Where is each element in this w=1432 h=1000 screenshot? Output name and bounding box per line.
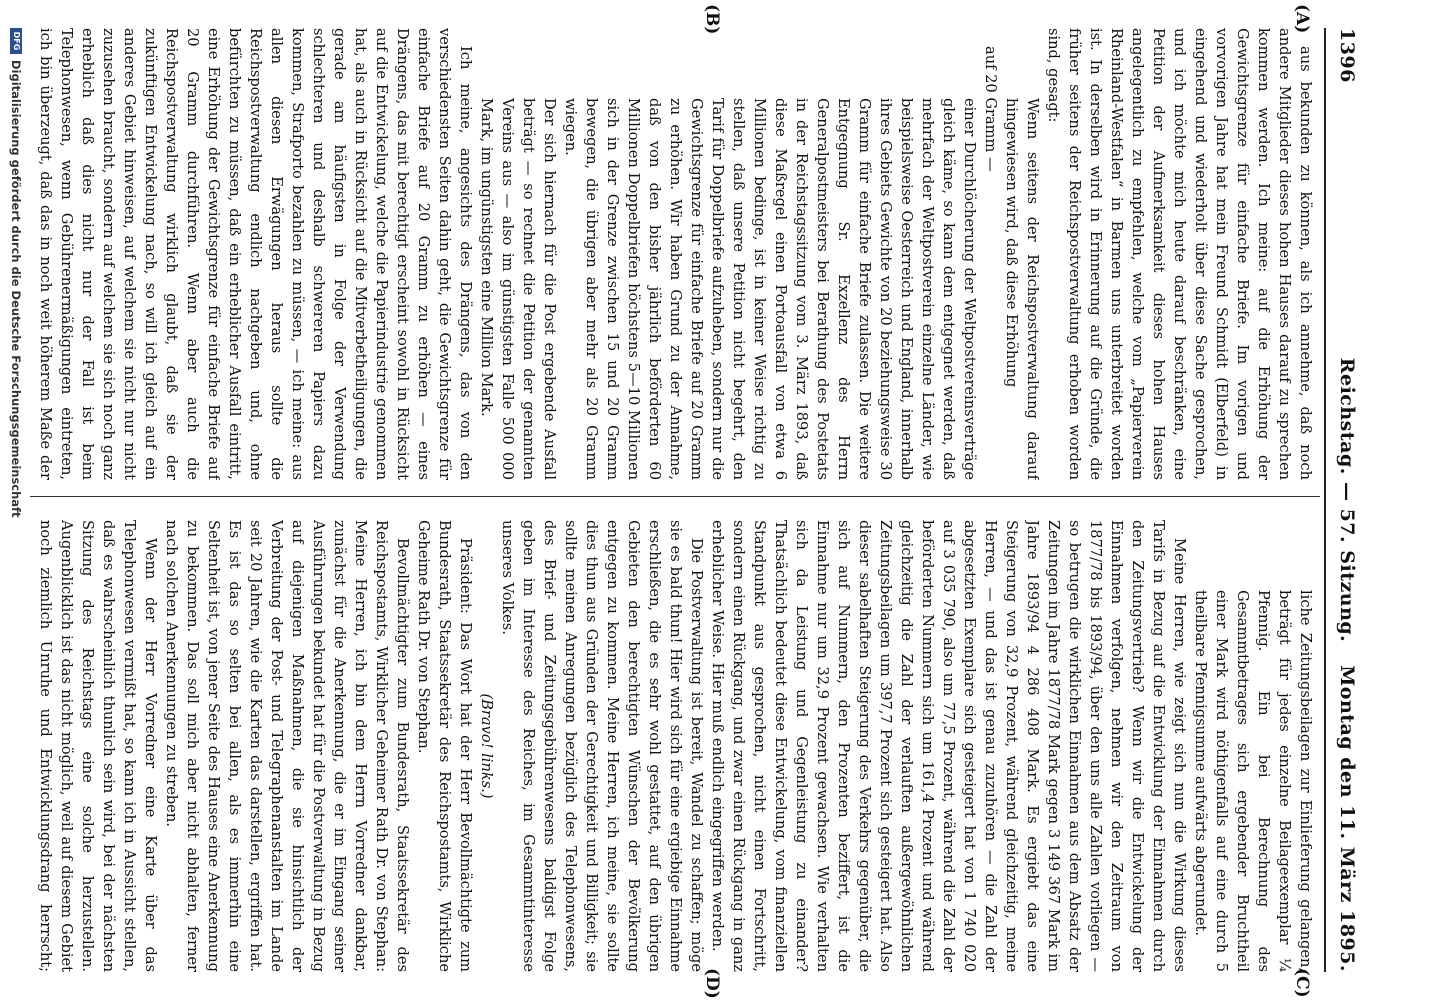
session-title: Reichstag. — 57. Sitzung.	[1336, 357, 1358, 643]
interjection: (Bravo! links.)	[478, 693, 495, 799]
left-column	[36, 28, 1316, 480]
paragraph: auf 20 Gramm —	[982, 46, 999, 172]
digitization-footer	[10, 28, 22, 928]
right-column	[36, 520, 1316, 972]
paragraph: Meine Herren, wie zeigt sich nun die Wirkung dieses Tarifs in Bezug auf die Entwicklung der Einnahmen durch den Zeitungsvertrieb? Wenn wir die Entwickelung der Einnahmen verfolgen, nehmen wir den Zeitraum von 1877/78 bis 1893/94, über den uns alle Zahlen vorliegen — so betrugen die wirklichen Einnahmen aus dem Absatz der Zeitungen im Jahre 1877/78 Mark gegen 3 149 367 Mark im Jahre 1893/94 4 286 408 Mark. Es ergiebt das eine Steigerung von 32,9 Prozent, während gleichzeitig, meine Herren, — und das ist genau zuzuhören — die Zahl der abgesetzten Exemplare sich gesteigert hat von 1 740 020 auf 3 035 790, also um 77,5 Prozent, während die Zahl der beförderten Nummern sich um 161,4 Prozent und während gleichzeitig die Zahl der verlauften außergewöhnlichen Zeitungsbeilagen um 397,7 Prozent sich gesteigert hat. Also dieser sabelhaften Steigerung des Verkehrs gegenüber, die sich auf Nummern, den Prozenten beziffert, ist die Einnahme nur um 32,9 Prozent gewachsen. Wie verhalten sich da Leistung und Gegenleistung zu einander? Thatsächlich bedeutet diese Entwickelung, vom finanziellen Standpunkt aus gesprochen, nicht einen Fortschritt, sondern einen Rückgang, und zwar einen Rückgang in ganz erheblicher Weise. Hier muß endlich eingegriffen werden.	[709, 520, 1188, 972]
quote-paragraph: Wenn seitens der Reichspostverwaltung darauf hingewiesen wird, daß diese Erhöhung	[1003, 98, 1041, 480]
paragraph: aus bekunden zu können, als ich annehme, daß noch andere Mitglieder dieses hohen Hauses darauf zu sprechen kommen werden. Ich meine: auf die Erhöhung der Gewichtsgrenze für einfache Briefe. Im vorigen und vorvorigen Jahre hat mein Freund Schmidt (Elberfeld) in eingehend und wiederholt über diese Sache gesprochen, und ich möchte mich heute darauf beschränken, eine Petition der Aufmerksamkeit dieses hohen Hauses angelegentlich zu empfehlen, welche vom „Papierverein Rheinland-Westfalen“ in Barmen uns unterbreitet worden ist. In derselben wird in Erinnerung auf die Gründe, die früher seitens der Reichspostverwaltung erhoben worden sind, gesagt:	[1045, 28, 1314, 480]
speaker-paragraph: Präsident: Das Wort hat der Herr Bevollmächtigte zum Bundesrath, Staatssekretär des Reichspostamts, Wirkliche Geheime Rath Dr. von Stephan.	[415, 520, 474, 972]
paragraph: Ich meine, angesichts des Drängens, das von den verschiedensten Seiten dahin geht, die Gewichtsgrenze für einfache Briefe auf 20 Gramm zu erhöhen — eines Drängens, das mit berechtigt erscheint sowohl in Rücksicht auf die Entwickelung, welche die Papierindustrie genommen hat, als auch in Rücksicht auf die Mitverbetheiligungen, die gerade am häufigsten in Folge der Verwendung schlechteren und deshalb schwereren Papiers dazu kommen, Strafporto bezahlen zu müssen, — ich meine: aus allen diesen Erwägungen heraus sollte die Reichspostverwaltung endlich nachgeben und, ohne befürchten zu müssen, daß ein erheblicher Ausfall eintritt, eine Erhöhung der Gewichtsgrenze für einfache Briefe auf 20 Gramm durchführen. Wenn aber auch die Reichspostverwaltung wirklich glaubt, daß sie der zukünftigen Entwickelung nach, so will ich gleich auf ein anderes Gebiet hinweisen, auf welchem sie nicht nur nicht zuzusehen braucht, sondern auf welchem sie sich noch ganz erheblich daß dies nicht nur der Fall ist beim Telephonwesen, wenn Gebührenermäßigungen eintreten, ich bin überzeugt, daß das in noch weit höherem Maße der	[37, 28, 474, 480]
margin-letter-c: (C)	[1292, 968, 1312, 998]
session-date: Montag den 11. März 1895.	[1336, 665, 1358, 972]
quote-paragraph: Der sich hiernach für die Post ergebende Ausfall beträgt — so rechnet die Petition der genannten Vereins aus — also im günstigsten Falle 500 000 Mark, im ungünstigsten eine Million Mark.	[478, 98, 558, 480]
margin-letter-b: (B)	[702, 4, 722, 35]
page-header	[1330, 28, 1358, 972]
page-number: 1396	[1336, 28, 1358, 83]
margin-letter-d: (D)	[702, 968, 722, 999]
header-rule	[1324, 28, 1326, 972]
margin-letter-a: (A)	[1292, 4, 1312, 34]
dfg-logo-icon: DFG	[10, 28, 22, 54]
document-page	[10, 0, 1390, 1000]
column-divider	[30, 496, 1320, 497]
paragraph: Die Postverwaltung ist bereit, Wandel zu schaffen; möge sie es bald thun! Hier wird sich für eine ergiebige Einnahme erschließen, die es sehr wohl gestattet, auf den übrigen Gebieten den berechtigten Wünschen der Bevölkerung entgegen zu kommen. Meine Herren, ich meine, sie sollte dies thun aus Gründen der Gerechtigkeit und Billigkeit; sie sollte meinen Anregungen bezüglich des Telephonwesens, des Brief- und Zeitungsgebührenwesens baldigst Folge geben im Interesse des Reiches, im Gesammtinteresse unseres Volkes.	[499, 520, 705, 972]
paragraph: Wenn der Herr Vorredner eine Karte über das Telephonwesen vermißt hat, so kann ich in Aussicht stellen, daß es wahrscheinlich thunlich sein wird, bei der nächsten Sitzung des Reichstags eine solche herzustellen. Augenblicklich ist das nicht möglich, weil auf diesem Gebiet noch ziemlich Unruhe und Entwicklungsdrang herrscht;	[37, 520, 159, 972]
speaker-paragraph: Bevollmächtigter zum Bundesrath, Staatssekretär des Reichspostamts, Wirklicher Geheimer Rath Dr. von Stephan: Meine Herren, ich bin dem Herrn Vorredner dankbar, zunächst für die Anerkennung, die er im Eingang seiner Ausführungen bekundet hat für die Postverwaltung in Bezug auf diejenigen Maßnahmen, die sie hinsichtlich der Verbreitung der Post- und Telegraphenanstalten im Lande seit 20 Jahren, wie die Karten das darstellen, ergriffen hat. Es ist das so selten bei allen, als es immerhin eine Seltenheit ist, von jener Seite des Hauses eine Anerkennung zu bekommen. Das soll mich aber nicht abhalten, ferner nach solchen Anerkennungen zu streben.	[163, 520, 411, 972]
quote-paragraph: liche Zeitungsbeilagen zur Einlieferung gelangen, beträgt für jedes einzelne Beilageexemplar ¼ Pfennig. Ein bei Berechnung des Gesammtbetrages sich ergebender Bruchtheil einer Mark wird nöthigenfalls auf eine durch 5 theilbare Pfennigsumme aufwärts abgerundet.	[1192, 590, 1314, 972]
quote-paragraph: einer Durchlöcherung der Weltpostvereinsverträge gleich käme, so kann dem entgegnet werden, daß mehrfach der Weltpostverein einzelne Länder, wie beispielsweise Oesterreich und England, innerhalb ihres Gebiets Gewichte von 20 beziehungsweise 30 Gramm für einfache Briefe zulassen. Die weitere Entgegnung Sr. Exzellenz des Herrn Generalpostmeisters bei Berathung des Postetats in der Reichstagssitzung vom 3. März 1893, daß diese Maßregel einen Portoausfall von etwa 6 Millionen bedinge, ist in keiner Weise richtig zu stellen, daß unsere Petition nicht begehrt, den Tarif für Doppelbriefe aufzuheben, sondern nur die Gewichtsgrenze für einfache Briefe auf 20 Gramm zu erhöhen. Wir haben Grund zu der Annahme, daß von den bisher jährlich beförderten 60 Millionen Doppelbriefen höchstens 5—10 Millionen sich in der Grenze zwischen 15 und 20 Gramm bewegen, die übrigen aber mehr als 20 Gramm wiegen.	[562, 98, 978, 480]
funding-credit: Digitalisierung gefördert durch die Deutsche Forschungsgemeinschaft	[9, 60, 23, 518]
